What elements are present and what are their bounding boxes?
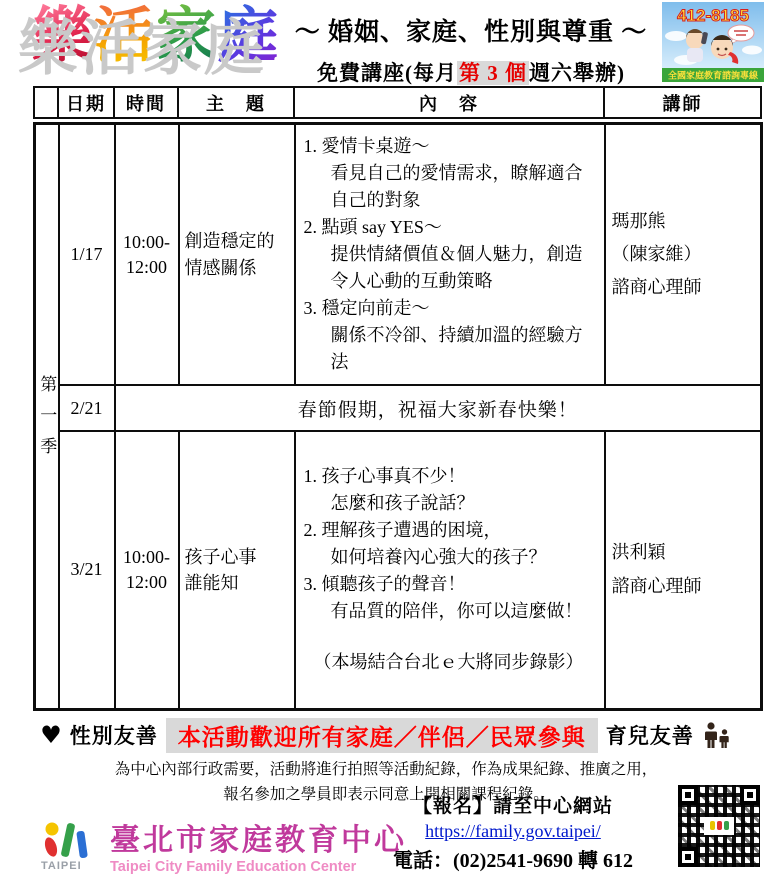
subtitle-theme: ～ 婚姻、家庭、性別與尊重 ～ [294, 19, 648, 46]
header [0, 0, 772, 85]
table-row-mar [35, 431, 762, 709]
content-item-desc: 提供情緒價值＆個人魅力，創造令人心動的互動策略 [330, 244, 583, 291]
content-item-head: 2. 點頭 say YES～ [303, 217, 442, 237]
heart-icon: ♥ [40, 721, 62, 749]
content-item-desc: 如何培養內心強大的孩子？ [330, 547, 547, 568]
subtitle-schedule-prefix: 免費講座(每月 [317, 61, 457, 85]
table-row-jan [35, 124, 762, 386]
lecturer-cell-jan [605, 124, 762, 386]
header-subtitles [280, 2, 662, 87]
registration-label: 【報名】請至中心網站 [412, 795, 613, 817]
lecturer-title: 諮商心理師 [611, 277, 702, 298]
time-line-2: 12:00 [125, 571, 167, 592]
holiday-note-cell: 春節假期，祝福大家新春快樂！ [115, 385, 762, 431]
title-char-1: 樂 [32, 3, 94, 69]
subtitle-schedule [280, 57, 662, 87]
title-char-3: 家 [156, 3, 218, 69]
content-item-head: 1. 愛情卡桌遊～ [303, 136, 430, 156]
welcome-highlight: 本活動歡迎所有家庭／伴侶／民眾參與 [166, 718, 598, 753]
qr-code [676, 783, 762, 869]
speech-bubble [728, 25, 754, 41]
schedule-body-table [33, 122, 763, 711]
content-item [304, 571, 594, 625]
footer [0, 795, 772, 875]
content-cell-mar [295, 431, 605, 709]
disclaimer-line-2: 報名參加之學員即表示同意上開相關課程紀錄。 [223, 785, 549, 803]
time-cell-jan [115, 124, 179, 386]
content-item-desc: 看見自己的愛情需求，瞭解適合自己的對象 [330, 163, 583, 210]
topic-cell-jan: 創造穩定的情感關係 [179, 124, 295, 386]
content-item [304, 517, 594, 571]
date-cell-jan: 1/17 [59, 124, 115, 386]
content-item [304, 214, 594, 295]
parenting-friendly-label: 育兒友善 [605, 724, 694, 748]
gender-friendly-label: 性別友善 [69, 724, 158, 748]
header-cell-time: 時間 [114, 87, 178, 118]
org-logo-block [40, 815, 407, 875]
org-name-chinese: 臺北市家庭教育中心 [110, 823, 407, 857]
content-item [304, 295, 594, 376]
phone-number: 電話：(02)2541-9690 轉 612 [393, 849, 633, 872]
subtitle-schedule-suffix: 週六舉辦) [529, 61, 625, 85]
hotline-caption: 全國家庭教育諮詢專線 [667, 70, 759, 81]
registration-block [358, 791, 668, 873]
lecturer-cell-mar [605, 431, 762, 709]
topic-line-2: 誰能知 [184, 572, 239, 593]
time-line-1: 10:00- [123, 547, 170, 568]
content-item [304, 133, 594, 214]
content-item [304, 463, 594, 517]
header-cell-content: 內 容 [294, 87, 604, 118]
taipei-logo-icon [40, 819, 102, 871]
cartoon-man-face [686, 31, 704, 49]
lecturer-realname: （陳家維） [611, 243, 702, 264]
title-char-4: 庭 [218, 3, 280, 69]
subtitle-schedule-highlight: 第 3 個 [459, 61, 527, 85]
content-item-desc: 有品質的陪伴，你可以這麼做！ [330, 601, 583, 622]
content-cell-jan [295, 124, 605, 386]
lecturer-title: 諮商心理師 [611, 575, 702, 596]
content-item-head: 3. 穩定向前走～ [303, 298, 430, 318]
title-char-2: 活 [94, 3, 156, 69]
topic-line-1: 孩子心事 [184, 546, 257, 567]
date-cell-mar: 3/21 [59, 431, 115, 709]
hotline-badge-image [662, 2, 764, 82]
page-title [32, 2, 280, 71]
content-item-desc: 關係不冷卻、持續加溫的經驗方法 [330, 325, 583, 372]
content-item-head: 1. 孩子心事真不少！ [303, 466, 466, 487]
header-cell-topic: 主 題 [178, 87, 294, 118]
time-line-2: 12:00 [125, 256, 167, 277]
table-row-feb [35, 385, 762, 431]
hotline-number: 412-8185 [677, 6, 749, 25]
topic-cell-mar [179, 431, 295, 709]
lecturer-name: 洪利穎 [611, 542, 666, 563]
parent-child-icon [702, 722, 732, 749]
time-line-1: 10:00- [123, 232, 170, 253]
header-row [34, 87, 761, 118]
header-cell-date: 日期 [58, 87, 114, 118]
disclaimer-line-1: 為中心內部行政需要，活動將進行拍照等活動紀錄，作為成果紀錄、推廣之用， [114, 760, 658, 778]
recording-note: （本場結合台北ｅ大將同步錄影） [313, 652, 584, 673]
content-item-desc: 怎麼和孩子說話？ [330, 493, 475, 514]
website-link[interactable]: https://family.gov.taipei/ [425, 820, 601, 841]
header-cell-empty [34, 87, 58, 118]
taipei-logo-text: TAIPEI [41, 859, 82, 872]
content-item-head: 3. 傾聽孩子的聲音！ [303, 574, 466, 595]
content-item-head: 2. 理解孩子遭遇的困境， [303, 520, 502, 541]
friendly-banner [0, 718, 772, 753]
qr-center-logo [704, 817, 734, 835]
time-cell-mar [115, 431, 179, 709]
lecturer-name: 瑪那熊 [611, 210, 666, 231]
org-name-english: Taipei City Family Education Center [110, 858, 357, 875]
schedule-header-table [33, 86, 762, 119]
quarter-label: 第一季 [35, 124, 59, 710]
date-cell-feb: 2/21 [59, 385, 115, 431]
qr-finder-top-right [740, 785, 760, 805]
qr-finder-top-left [678, 785, 698, 805]
qr-finder-bottom-left [678, 847, 698, 867]
header-cell-lecturer: 講師 [604, 87, 761, 118]
